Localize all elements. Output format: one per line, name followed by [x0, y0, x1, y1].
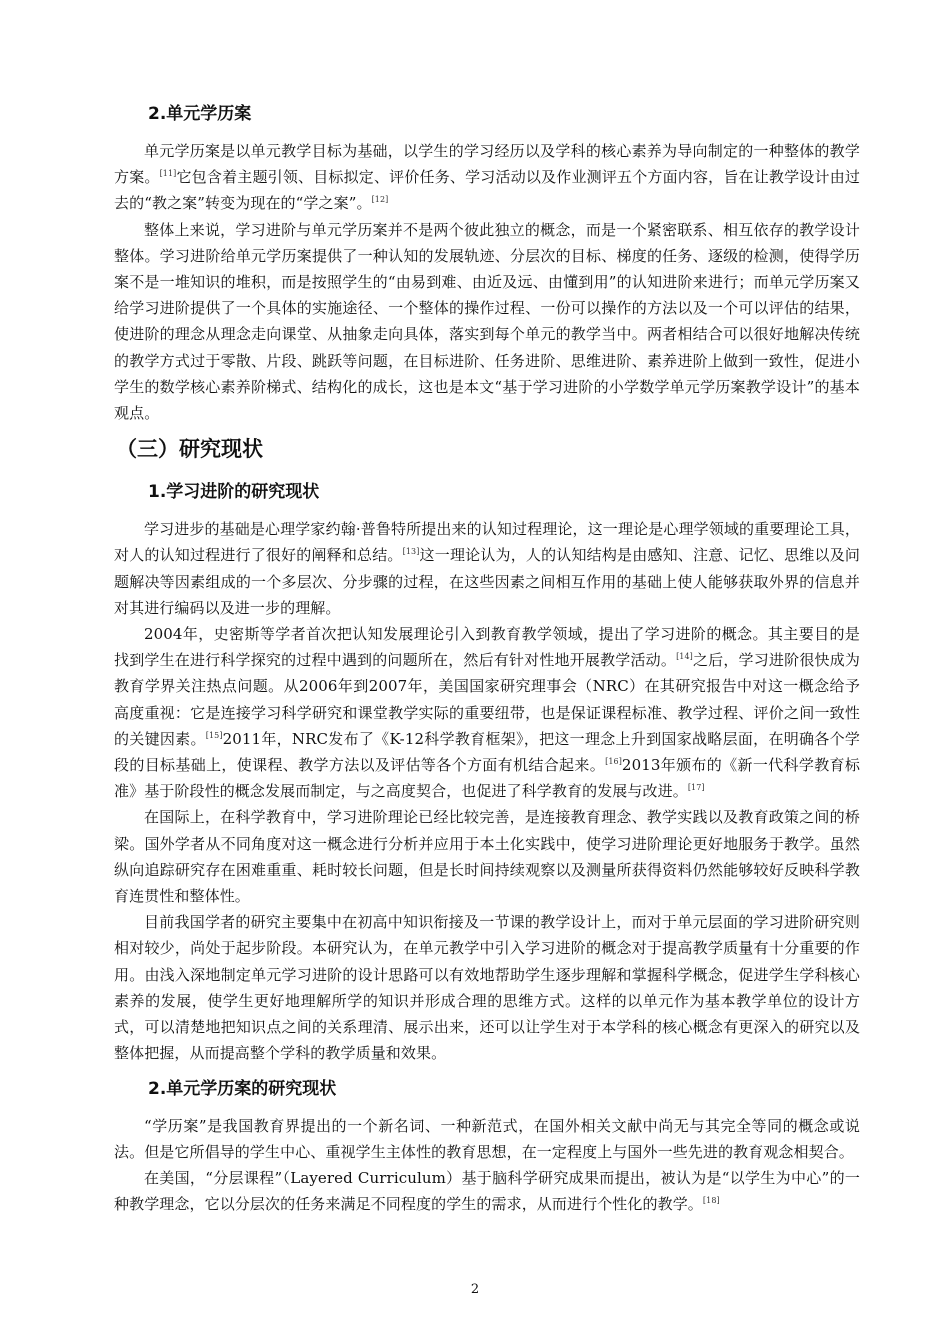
citation-ref: [15] [205, 730, 223, 740]
citation-ref: [12] [371, 195, 389, 205]
subheading-unit-learning-plan: 2.单元学历案 [148, 104, 252, 124]
text-run: 它包含着主题引领、目标拟定、评价任务、学习活动以及作业测评五个方面内容，旨在让教学设计由过去的“教之案”转变为现在的“学之案”。 [114, 168, 860, 213]
paragraph [114, 516, 860, 621]
text-run: 2011年，NRC发布了《K-12科学教育框架》，把这一理念上升到国家战略层面，在明确各个学段的目标基础上，使课程、教学方法以及评估等各个方面有机结合起来。 [114, 729, 860, 775]
text-run: 学习进步的基础是心理学家约翰·普鲁特所提出来的认知过程理论，这一理论是心理学领域的重要理论工具，对人的认知过程进行了很好的阐释和总结。 [114, 520, 860, 565]
text-run: 2013年颁布的《新一代科学教育标准》基于阶段性的概念发展而制定，与之高度契合，也促进了科学教育的发展与改进。 [114, 756, 860, 801]
paragraph [114, 1165, 860, 1217]
page-number: 2 [470, 1282, 480, 1297]
text-run: 整体上来说，学习进阶与单元学历案并不是两个彼此独立的概念，而是一个紧密联系、相互依存的教学设计整体。学习进阶给单元学历案提供了一种认知的发展轨迹、分层次的目标、梯度的任务、逐级的检测，使得学历案不是一堆知识的堆积，而是按照学生的“由易到难、由近及远、由懂到用”的认知进阶来进行；而单元学历案又给学习进阶提供了一个具体的实施途径、一个整体的操作过程、一份可以操作的方法以及一个可以评估的结果，使进阶的理念从理念走向课堂、从抽象走向具体，落实到每个单元的教学当中。两者相结合可以很好地解决传统的教学方式过于零散、片段、跳跃等问题，在目标进阶、任务进阶、思维进阶、素养进阶上做到一致性，促进小学生的数学核心素养阶梯式、结构化的成长，这也是本文“基于学习进阶的小学数学单元学历案教学设计”的基本观点。 [114, 220, 860, 423]
text-run: 在美国，“分层课程”（Layered Curriculum）基于脑科学研究成果而提出，被认为是“以学生为中心”的一种教学理念，它以分层次的任务来满足不同程度的学生的需求，从而进行个性化的教学。 [114, 1168, 860, 1214]
text-run: 之后，学习进阶很快成为教育学界关注热点问题。从2006年到2007年，美国国家研究理事会（NRC）在其研究报告中对这一概念给予高度重视：它是连接学习科学研究和课堂教学实际的重要纽带，也是保证课程标准、教学过程、评价之间一致性的关键因素。 [114, 651, 860, 748]
citation-ref: [17] [687, 783, 705, 793]
text-run: “学历案”是我国教育界提出的一个新名词、一种新范式，在国外相关文献中尚无与其完全等同的概念或说法。但是它所倡导的学生中心、重视学生主体性的教育思想，在一定程度上与国外一些先进的教育观念相契合。 [114, 1116, 860, 1161]
subheading-learning-progression-status: 1.学习进阶的研究现状 [148, 482, 320, 503]
text-run: 目前我国学者的研究主要集中在初高中知识衔接及一节课的教学设计上，而对于单元层面的学习进阶研究则相对较少，尚处于起步阶段。本研究认为，在单元教学中引入学习进阶的概念对于提高教学质量有十分重要的作用。由浅入深地制定单元学习进阶的设计思路可以有效地帮助学生逐步理解和掌握科学概念，促进学生学科核心素养的发展，使学生更好地理解所学的知识并形成合理的思维方式。这样的以单元作为基本教学单位的设计方式，可以清楚地把知识点之间的关系理清、展示出来，还可以让学生对于本学科的核心概念有更深入的研究以及整体把握，从而提高整个学科的教学质量和效果。 [114, 913, 860, 1063]
paragraph [114, 1113, 860, 1165]
citation-ref: [16] [605, 757, 622, 767]
document-body [114, 100, 860, 1217]
citation-ref: [18] [702, 1196, 720, 1206]
subheading-unit-learning-plan-status: 2.单元学历案的研究现状 [148, 1078, 337, 1099]
citation-ref: [11] [159, 169, 177, 179]
paragraph [114, 217, 860, 427]
text-run: 2004年，史密斯等学者首次把认知发展理论引入到教育教学领域，提出了学习进阶的概念。其主要目的是找到学生在进行科学探究的过程中遇到的问题所在，然后有针对性地开展教学活动。 [114, 625, 860, 670]
text-run: 在国际上，在科学教育中，学习进阶理论已经比较完善，是连接教育理念、教学实践以及教育政策之间的桥梁。国外学者从不同角度对这一概念进行分析并应用于本土化实践中，使学习进阶理论更好地服务于教学。虽然纵向追踪研究存在困难重重、耗时较长问题，但是长时间持续观察以及测量所获得资料仍然能够较好反映科学教育连贯性和整体性。 [114, 808, 860, 906]
section-heading-research-status: （三）研究现状 [116, 437, 263, 462]
paragraph [114, 909, 860, 1066]
paragraph [114, 804, 860, 909]
text-run: 这一理论认为，人的认知结构是由感知、注意、记忆、思维以及问题解决等因素组成的一个多层次、分步骤的过程，在这些因素之间相互作用的基础上使人能够获取外界的信息并对其进行编码以及进一步的理解。 [114, 546, 861, 617]
text-run: 单元学历案是以单元教学目标为基础，以学生的学习经历以及学科的核心素养为导向制定的一种整体的教学方案。 [114, 142, 860, 187]
citation-ref: [13] [402, 547, 420, 557]
citation-ref: [14] [676, 652, 693, 662]
paragraph [114, 138, 860, 217]
paragraph [114, 621, 860, 804]
